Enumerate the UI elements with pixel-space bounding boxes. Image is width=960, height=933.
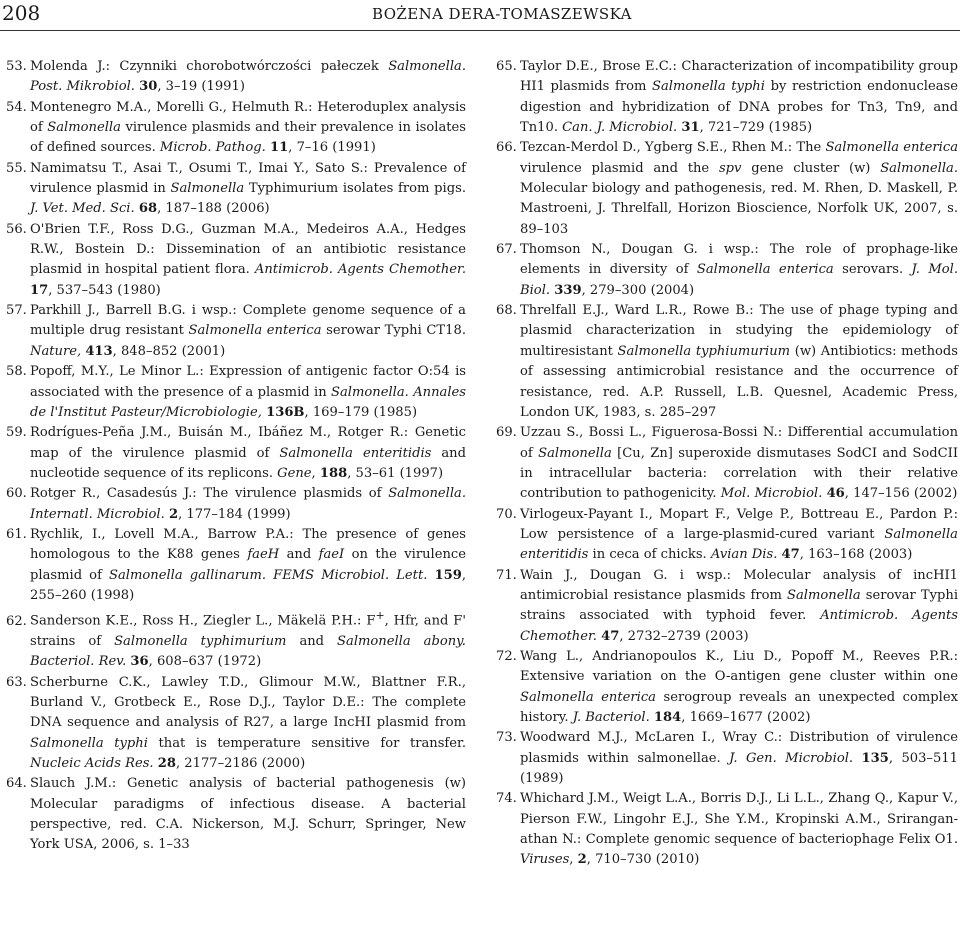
reference-text: Salmonella typhi (652, 79, 765, 95)
reference-text: spv (718, 160, 742, 176)
reference-text: Montenegro M.A., Morelli G., Helmuth R.: Heteroduplex analysis of (30, 99, 466, 136)
reference-text: Salmonella (538, 445, 612, 461)
reference-text: , 53–61 (1997) (347, 465, 444, 481)
reference-text: serogroup reveals an unexpected complex history. (520, 689, 958, 725)
reference-text: Woodward M.J., McLaren I., Wray C.: Distribution of virulence plasmids within salmonellae. (520, 730, 958, 766)
reference-text: Molenda J.: Czynniki chorobotwórczości pałeczek (30, 59, 389, 74)
reference-text: and (279, 547, 319, 563)
reference-text: , Hfr, and F' strains of (30, 613, 466, 649)
reference-text: Uzzau S., Bossi L., Figuerosa-Bossi N.: Differential accumulation of (520, 425, 958, 461)
reference-text: Salmonella typhiumurium (617, 343, 791, 359)
reference-text: , 2177–2186 (2000) (175, 756, 306, 772)
reference-text: 30 (139, 79, 158, 95)
reference-text: , 187–188 (2006) (157, 201, 270, 217)
reference-text: , 608–637 (1972) (148, 654, 262, 670)
running-head: BOŻENA DERA-TOMASZEWSKA (372, 5, 632, 23)
reference-text: Salmonella enteritidis (520, 526, 958, 563)
reference-number: 54. (6, 99, 27, 115)
reference-entry (6, 159, 466, 220)
reference-text: , 3–19 (1991) (157, 79, 245, 95)
reference-text: O'Brien T.F., Ross D.G., Guzman M.A., Medeiros A.A., Hedges R.W., Bostein D.: Dissemination of an antibiotic resistance plasmid in hospital patient flora. (30, 221, 466, 278)
reference-number: 56. (6, 221, 27, 237)
reference-number: 72. (496, 648, 517, 664)
reference-text: 46 (826, 486, 845, 502)
reference-text: Typhimurium isolates from pigs. (244, 181, 466, 197)
reference-text: J. Bacteriol. (572, 710, 650, 725)
right-column (496, 57, 958, 871)
reference-entry (6, 98, 466, 159)
reference-text: 339 (554, 282, 582, 298)
reference-text: , 147–156 (2002) (844, 486, 958, 502)
reference-text: virulence plasmids and their prevalence in isolates of defined sources. (30, 120, 466, 156)
reference-text: 413 (85, 343, 113, 359)
reference-entry (6, 362, 466, 423)
reference-text: Rychlik, I., Lovell M.A., Barrow P.A.: The presence of genes homologous to the K88 genes (30, 526, 466, 563)
reference-text: Salmonella (170, 181, 245, 197)
reference-number: 64. (6, 776, 27, 792)
reference-text: and (286, 633, 338, 649)
reference-entry (6, 57, 466, 98)
reference-text: J. Gen. Microbiol. (729, 750, 854, 766)
reference-text: Mol. Microbiol. (720, 486, 823, 502)
reference-text: 135 (861, 750, 889, 766)
left-column (6, 57, 466, 856)
reference-text: Nucleic Acids Res. (30, 756, 154, 772)
reference-text: by restriction endonuclease digestion and hybridization of DNA probes for Tn3, Tn9, and Tn10. (520, 79, 958, 136)
reference-text: Molecular biology and pathogenesis, red. M. Rhen, D. Maskell, P. Mastroeni, J. Threlfall, Horizon Bioscience, Norfolk UK, 2007, s. 89–103 (520, 181, 958, 237)
reference-text: 2 (168, 506, 179, 522)
reference-text: 47 (781, 547, 800, 563)
reference-text: Antimicrob. Agents Chemother. (254, 262, 466, 278)
reference-text: , 2732–2739 (2003) (619, 628, 749, 644)
reference-number: 65. (496, 59, 517, 74)
reference-entry (6, 774, 466, 855)
reference-entry (496, 423, 958, 504)
reference-text: [Cu, Zn] superoxide dismutases SodCI and SodCII in intracellular bacteria: correlation with their relative contribution to pathogenicity. (520, 445, 958, 502)
header-rule (0, 30, 960, 31)
reference-text: , 848–852 (2001) (112, 343, 226, 359)
reference-number: 58. (6, 364, 27, 380)
reference-text: , 1669–1677 (2002) (681, 710, 811, 725)
reference-text: Salmonella enterica (188, 323, 322, 339)
reference-text: , 721–729 (1985) (699, 120, 813, 136)
reference-text: Rodrígues-Peña J.M., Buisán M., Ibáñez M., Rotger R.: Genetic map of the virulence plasmid of (30, 425, 466, 461)
reference-entry (6, 484, 466, 525)
reference-text: Gene (277, 465, 312, 481)
reference-text: 136B (266, 404, 305, 420)
reference-text: J. Vet. Med. Sci. (30, 201, 135, 217)
reference-text: 68 (138, 201, 158, 217)
reference-text: , 710–730 (2010) (586, 852, 700, 868)
reference-text: Salmonella (787, 587, 861, 603)
reference-number: 71. (496, 567, 517, 583)
reference-text: Microb. Pathog. (159, 140, 266, 156)
reference-text: serovar Typhi strains associated with typhoid fever. (520, 587, 959, 624)
reference-text: Nature, (30, 343, 82, 359)
reference-text: , 7–16 (1991) (288, 140, 376, 156)
reference-entry (6, 301, 466, 362)
reference-text: J. Mol. Biol. (520, 262, 958, 298)
reference-text: Salmonella gallinarum. FEMS Microbiol. Lett. (109, 567, 428, 583)
reference-text: Salmonella enterica (520, 689, 656, 705)
reference-number: 69. (496, 425, 517, 441)
reference-text: 47 (601, 628, 620, 644)
reference-entry (6, 673, 466, 775)
reference-text: Wain J., Dougan G. i wsp.: Molecular analysis of incHI1 antimicrobial resistance plasmids from (520, 567, 958, 603)
reference-text: serowar Typhi CT18. (321, 323, 466, 339)
reference-entry (496, 138, 958, 240)
reference-text: Wang L., Andrianopoulos K., Liu D., Popoff M., Reeves P.R.: Extensive variation on the O-antigen gene cluster within one (520, 648, 958, 685)
reference-entry (6, 423, 466, 484)
reference-text: 159 (434, 567, 462, 583)
reference-number: 62. (6, 613, 27, 629)
reference-text: Virlogeux-Payant I., Mopart F., Velge P., Bottreau E., Pardon P.: Low persistence of a large-plasmid-cured variant (520, 506, 958, 542)
reference-text: Slauch J.M.: Genetic analysis of bacterial pathogenesis (w) Molecular paradigms of infectious disease. A bacterial perspective, red. C.A. Nickerson, M.J. Schurr, Springer, New York USA, 2006, s. 1–33 (30, 776, 466, 853)
reference-entry (496, 647, 958, 728)
reference-text: 28 (157, 756, 176, 772)
reference-text: faeI (318, 547, 345, 563)
reference-entry (496, 57, 958, 138)
reference-entry (6, 606, 466, 672)
reference-text: , 255–260 (1998) (30, 567, 466, 603)
reference-text: 2 (577, 852, 587, 868)
reference-number: 60. (6, 486, 27, 502)
reference-text: 17 (30, 282, 49, 298)
reference-text: Salmonella enteritidis (279, 445, 432, 461)
reference-text: Salmonella (47, 120, 121, 136)
reference-text: Can. J. Microbiol. (562, 120, 678, 136)
reference-number: 55. (6, 160, 27, 176)
reference-text: Salmonella. Post. Mikrobiol. (30, 59, 466, 95)
reference-number: 74. (496, 791, 517, 807)
reference-text: Salmonella abony. Bacteriol. Rev. (30, 633, 466, 670)
reference-number: 53. (6, 59, 27, 74)
reference-number: 61. (6, 526, 27, 542)
reference-text: , 177–184 (1999) (178, 506, 291, 522)
reference-text: Tezcan-Merdol D., Ygberg S.E., Rhen M.: The (520, 140, 826, 156)
reference-number: 66. (496, 140, 517, 156)
reference-text: 11 (270, 140, 289, 156)
reference-text: Whichard J.M., Weigt L.A., Borris D.J., Li L.L., Zhang Q., Kapur V., Pierson F.W., Lingohr E.J., She Y.M., Kropinski A.M., Sriranganathan N.: Complete genomic sequence of bacteriophage Felix O1. (520, 791, 958, 848)
reference-entry (496, 240, 958, 301)
reference-text: , 169–179 (1985) (304, 404, 418, 420)
reference-text: serovars. (833, 262, 912, 278)
reference-text: Salmonella. (880, 160, 958, 176)
reference-text: that is temperature sensitive for transfer. (147, 735, 467, 751)
reference-text: , (311, 465, 320, 481)
reference-number: 57. (6, 303, 27, 319)
page-header (0, 0, 960, 30)
reference-number: 68. (496, 303, 517, 319)
reference-text: on the virulence plasmid of (30, 547, 466, 583)
reference-number: 73. (496, 730, 517, 746)
reference-text: Threlfall E.J., Ward L.R., Rowe B.: The use of phage typing and plasmid characterization in studying the epidemiology of multiresistant (520, 303, 958, 359)
reference-text: 31 (681, 120, 700, 136)
reference-text: Salmonella. Annales de l'Institut Pasteur/Microbiologie, (30, 384, 466, 420)
reference-text: 36 (130, 654, 149, 670)
reference-text: Avian Dis. (710, 547, 778, 563)
reference-text: , 163–168 (2003) (799, 547, 913, 563)
reference-text: 184 (653, 710, 682, 725)
reference-text: , 503–511 (1989) (520, 750, 958, 787)
reference-text (853, 751, 861, 766)
reference-text: , (569, 852, 578, 868)
reference-text: Parkhill J., Barrell B.G. i wsp.: Complete genome sequence of a multiple drug resistant (30, 303, 466, 339)
reference-text: + (375, 609, 385, 623)
reference-entry (6, 220, 466, 301)
reference-text: and nucleotide sequence of its replicons. (30, 445, 466, 481)
reference-text: 188 (319, 465, 348, 481)
reference-entry (496, 566, 958, 647)
page-number: 208 (2, 1, 41, 25)
reference-text: Namimatsu T., Asai T., Osumi T., Imai Y., Sato S.: Prevalence of virulence plasmid in (30, 160, 466, 197)
reference-entry (496, 789, 958, 870)
reference-text: Salmonella typhi (30, 735, 148, 751)
reference-text: Viruses (520, 852, 570, 868)
reference-text: , 279–300 (2004) (581, 282, 695, 298)
reference-text: gene cluster (w) (741, 160, 881, 176)
reference-text: Sanderson K.E., Ross H., Ziegler L., Mäkelä P.H.: F (30, 613, 376, 629)
reference-text: (w) Antibiotics: methods of assessing antimicrobial resistance and the occurrence of resistance, red. A.P. Russell, L.B. Quesnel, Academic Press, London UK, 1983, s. 285–297 (520, 343, 959, 420)
reference-entry (496, 301, 958, 423)
reference-text: Rotger R., Casadesús J.: The virulence plasmids of (30, 486, 389, 502)
reference-text: Salmonella enterica (825, 140, 959, 156)
reference-entry (496, 728, 958, 789)
reference-number: 70. (496, 506, 517, 522)
reference-text: faeH (247, 547, 280, 563)
reference-entry (496, 505, 958, 566)
reference-text: Scherburne C.K., Lawley T.D., Glimour M.W., Blattner F.R., Burland V., Grotbeck E., Rose D.J., Taylor D.E.: The complete DNA sequence and analysis of R27, a large IncHI plasmid from (30, 674, 466, 731)
reference-entry (6, 525, 466, 606)
reference-text: Popoff, M.Y., Le Minor L.: Expression of antigenic factor O:54 is associated with the presence of a plasmid in (30, 364, 466, 400)
reference-number: 59. (6, 425, 27, 441)
reference-text: Antimicrob. Agents Chemother. (520, 608, 958, 644)
reference-number: 67. (496, 242, 517, 258)
reference-text: Taylor D.E., Brose E.C.: Characterization of incompatibility group HI1 plasmids from (520, 59, 958, 95)
reference-text: Salmonella typhimurium (114, 633, 287, 649)
reference-text: virulence plasmid and the (520, 160, 719, 176)
reference-text: in ceca of chicks. (588, 547, 711, 563)
reference-number: 63. (6, 674, 27, 690)
reference-text: Salmonella enterica (696, 262, 834, 278)
reference-text: , 537–543 (1980) (48, 282, 161, 298)
reference-text: Thomson N., Dougan G. i wsp.: The role of prophage-like elements in diversity of (520, 242, 958, 278)
reference-text: Salmonella. Internatl. Microbiol. (30, 486, 466, 522)
